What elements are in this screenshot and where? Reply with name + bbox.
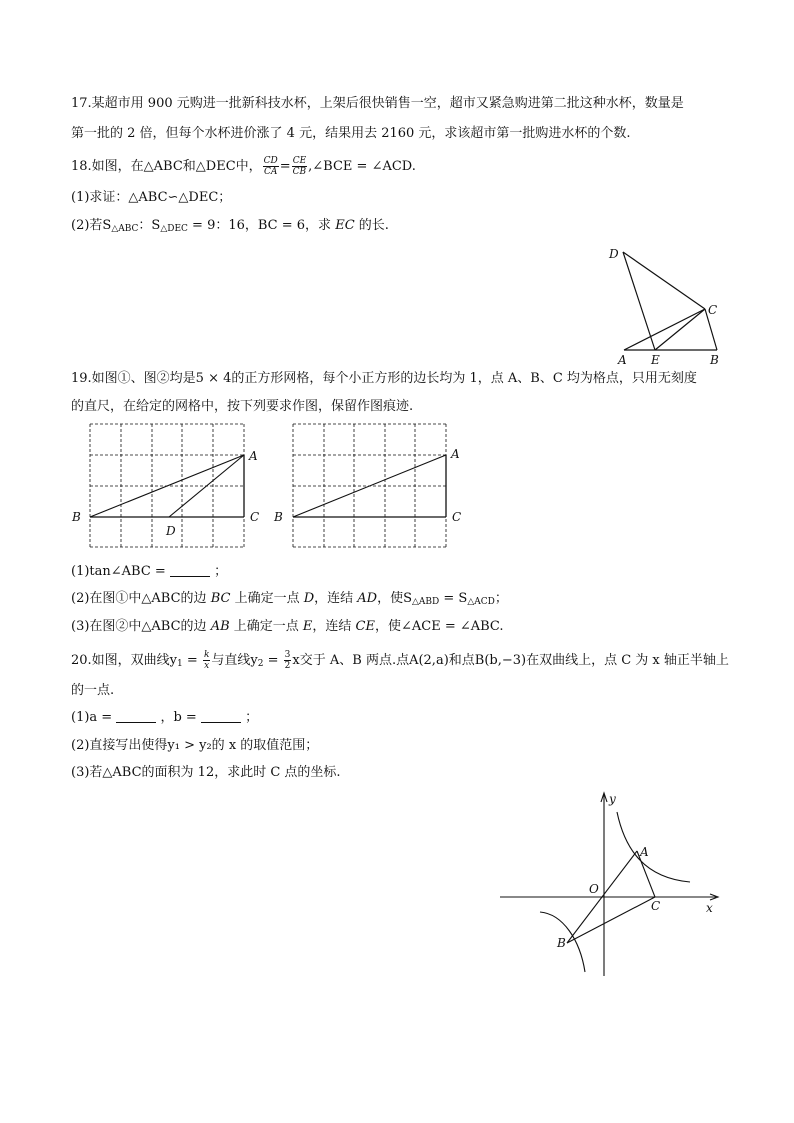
q18-fraction-ce-cb — [292, 156, 307, 177]
text: (2)在图①中△ABC的边 — [71, 591, 211, 606]
label-a: A — [451, 447, 460, 461]
q19-part-2 — [71, 590, 508, 611]
frac-numerator: CE — [292, 156, 307, 166]
q20-part-2: (2)直接写出使得y₁ > y₂的 x 的取值范围； — [71, 738, 319, 753]
label-b: B — [710, 353, 719, 367]
subscript: 1 — [177, 659, 183, 669]
text: = 9：16，BC = 6，求 — [187, 218, 336, 233]
text: = S — [439, 591, 468, 606]
label-x: x — [706, 901, 713, 915]
hyperbola-branch-upper — [617, 812, 690, 882]
point-e: E — [302, 619, 313, 634]
q20-part-3: (3)若△ABC的面积为 12，求此时 C 点的坐标. — [71, 765, 341, 780]
fraction-3-over-2 — [284, 650, 292, 671]
label-b: B — [274, 510, 283, 524]
segment-dc — [623, 252, 705, 309]
label-a: A — [640, 845, 649, 859]
text: ，连结 — [312, 619, 356, 634]
text: ：S — [138, 218, 161, 233]
text: = — [263, 653, 283, 668]
frac-denominator: x — [204, 661, 210, 671]
q19-figure-2 — [270, 418, 470, 553]
segment-ab: AB — [210, 619, 230, 634]
frac-numerator: 3 — [284, 650, 291, 660]
text: ，连结 — [314, 591, 358, 606]
q19-line-1: 19.如图①、图②均是5 × 4的正方形网格，每个小正方形的边长均为 1，点 A、B、C 均为格点，只用无刻度 — [71, 371, 697, 386]
frac-denominator: CA — [264, 167, 278, 177]
text: ； — [240, 710, 259, 725]
text: (1)a = — [71, 710, 117, 725]
q17-line-1: 17.某超市用 900 元购进一批新科技水杯，上架后很快销售一空，超市又紧急购进第二批这种水杯，数量是 — [71, 96, 684, 111]
frac-numerator: k — [203, 650, 210, 660]
segment-ce: CE — [355, 619, 375, 634]
subscript: 2 — [257, 659, 264, 669]
label-b: B — [557, 936, 566, 950]
label-c: C — [452, 510, 462, 524]
q18-stem — [71, 156, 416, 177]
label-b: B — [72, 510, 81, 524]
q20-part-1 — [71, 709, 258, 727]
label-c: C — [651, 899, 661, 913]
text: ，b = — [156, 710, 201, 725]
q19-figure-1 — [68, 418, 268, 553]
subscript: △ABC — [111, 224, 139, 234]
text: 上确定一点 — [230, 591, 304, 606]
frac-denominator: CB — [292, 167, 307, 177]
q20-figure — [495, 785, 730, 980]
q19-line-2: 的直尺，在给定的网格中，按下列要求作图，保留作图痕迹. — [71, 399, 414, 414]
subscript: △ACD — [467, 597, 495, 607]
label-a: A — [618, 353, 627, 367]
segment-ec: EC — [335, 218, 355, 233]
label-y: y — [609, 792, 616, 806]
answer-blank-a[interactable] — [116, 710, 156, 723]
q18-intro: 18.如图，在△ABC和△DEC中， — [71, 159, 262, 174]
frac-denominator: 2 — [284, 661, 291, 671]
label-e: E — [651, 353, 660, 367]
equals-sign: = — [279, 159, 291, 174]
answer-blank[interactable] — [170, 564, 210, 577]
text: ，使S — [377, 591, 412, 606]
text: 的长. — [354, 218, 389, 233]
segment-ac — [624, 309, 705, 350]
segment-ec — [655, 309, 705, 350]
fraction-k-over-x — [203, 650, 210, 671]
q18-part-1: (1)求证：△ABC∽△DEC； — [71, 190, 232, 205]
segment-bc: BC — [210, 591, 231, 606]
text: 上确定一点 — [229, 619, 303, 634]
text: x交于 A、B 两点.点A(2,a)和点B(b,−3)在双曲线上，点 C 为 x 轴正半轴上 — [292, 653, 729, 668]
label-a: A — [249, 449, 258, 463]
answer-blank-b[interactable] — [201, 710, 241, 723]
frac-numerator: CD — [263, 156, 278, 166]
q19-part-3 — [71, 618, 504, 636]
q18-fraction-cd-ca — [263, 156, 279, 177]
q18-part-2 — [71, 217, 389, 238]
text: (3)在图②中△ABC的边 — [71, 619, 211, 634]
segment-bc — [567, 897, 655, 943]
text: ，使∠ACE = ∠ABC. — [374, 619, 504, 634]
q18-figure — [600, 240, 730, 368]
text: ； — [494, 591, 508, 606]
label-d: D — [609, 247, 619, 261]
point-d: D — [303, 591, 315, 606]
text: ； — [209, 564, 228, 579]
q18-angle-condition: ,∠BCE = ∠ACD. — [308, 159, 416, 174]
segment-da — [623, 252, 655, 350]
label-d: D — [166, 524, 176, 538]
q19-part-1 — [71, 563, 227, 581]
label-o: O — [589, 882, 599, 896]
q17-line-2: 第一批的 2 倍，但每个水杯进价涨了 4 元，结果用去 2160 元，求该超市第一批购进水杯的个数. — [71, 126, 631, 141]
segment-ad: AD — [357, 591, 378, 606]
q20-stem — [71, 650, 729, 674]
text: = — [182, 653, 202, 668]
q20-line-2: 的一点. — [71, 683, 115, 698]
label-c: C — [708, 303, 718, 317]
text: (1)tan∠ABC = — [71, 564, 170, 579]
label-c: C — [250, 510, 260, 524]
subscript: △DEC — [160, 224, 188, 234]
text: 与直线y — [211, 653, 258, 668]
text: (2)若S — [71, 218, 112, 233]
text: 20.如图，双曲线y — [71, 653, 178, 668]
subscript: △ABD — [412, 597, 440, 607]
